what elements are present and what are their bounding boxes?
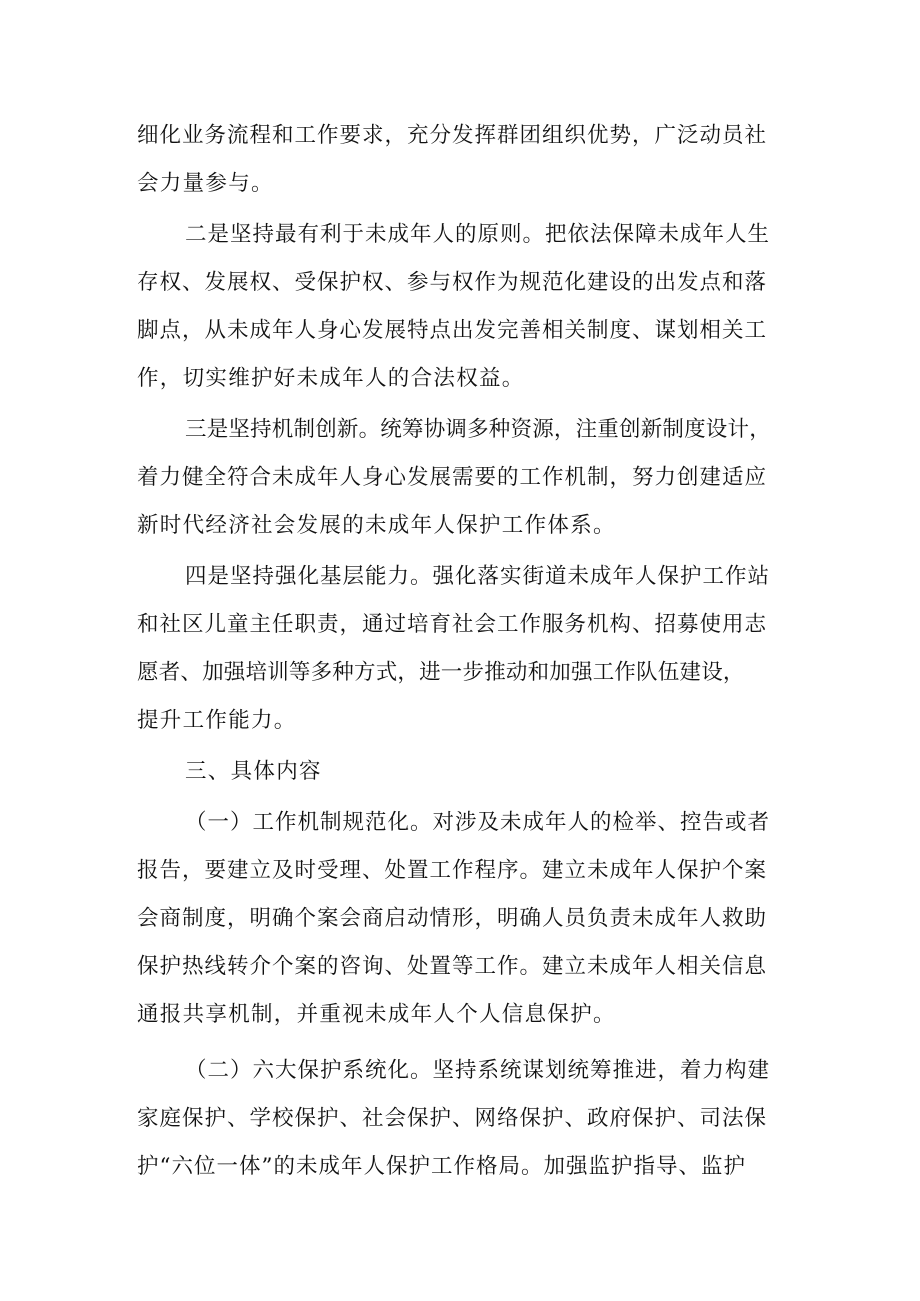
text-line: 细化业务流程和工作要求，充分发挥群团组织优势，广泛动员社: [137, 123, 768, 148]
paragraph-gap: [137, 1039, 797, 1047]
paragraph-innovation: [137, 406, 797, 550]
paragraph-best-interest: [137, 211, 797, 403]
text-line: 通报共享机制，并重视未成年人个人信息保护。: [137, 1002, 616, 1027]
text-line: 和社区儿童主任职责，通过培育社会工作服务机构、招募使用志: [137, 612, 768, 637]
text-line: （二）六大保护系统化。坚持系统谋划统筹推进，着力构建: [185, 1058, 771, 1083]
text-line: 四是坚持强化基层能力。强化落实街道未成年人保护工作站: [185, 564, 771, 589]
text-line: 存权、发展权、受保护权、参与权作为规范化建设的出发点和落: [137, 270, 768, 295]
text-line: （一）工作机制规范化。对涉及未成年人的检举、控告或者: [185, 810, 771, 835]
text-line: 作，切实维护好未成年人的合法权益。: [137, 366, 525, 391]
text-line: 家庭保护、学校保护、社会保护、网络保护、政府保护、司法保: [137, 1106, 768, 1131]
paragraph-grassroots: [137, 553, 797, 745]
paragraph-mechanism: [137, 799, 797, 1039]
paragraph-six-protections: [137, 1047, 797, 1191]
text-line: 新时代经济社会发展的未成年人保护工作体系。: [137, 513, 616, 538]
text-line: 着力健全符合未成年人身心发展需要的工作机制，努力创建适应: [137, 465, 768, 490]
text-line: 愿者、加强培训等多种方式，进一步推动和加强工作队伍建设，: [137, 660, 745, 685]
text-line: 会力量参与。: [137, 171, 274, 196]
text-line: 护“六位一体”的未成年人保护工作格局。加强监护指导、监护: [137, 1154, 746, 1179]
document-body: [137, 112, 797, 1191]
section-heading: 三、具体内容: [185, 759, 322, 784]
text-line: 脚点，从未成年人身心发展特点出发完善相关制度、谋划相关工: [137, 318, 768, 343]
text-line: 会商制度，明确个案会商启动情形，明确人员负责未成年人救助: [137, 906, 768, 931]
paragraph-continuation: [137, 112, 797, 208]
text-line: 提升工作能力。: [137, 708, 297, 733]
text-line: 保护热线转介个案的咨询、处置等工作。建立未成年人相关信息: [137, 954, 768, 979]
text-line: 报告，要建立及时受理、处置工作程序。建立未成年人保护个案: [137, 858, 768, 883]
text-line: 二是坚持最有利于未成年人的原则。把依法保障未成年人生: [185, 222, 771, 247]
text-line: 三是坚持机制创新。统筹协调多种资源，注重创新制度设计，: [185, 417, 771, 442]
